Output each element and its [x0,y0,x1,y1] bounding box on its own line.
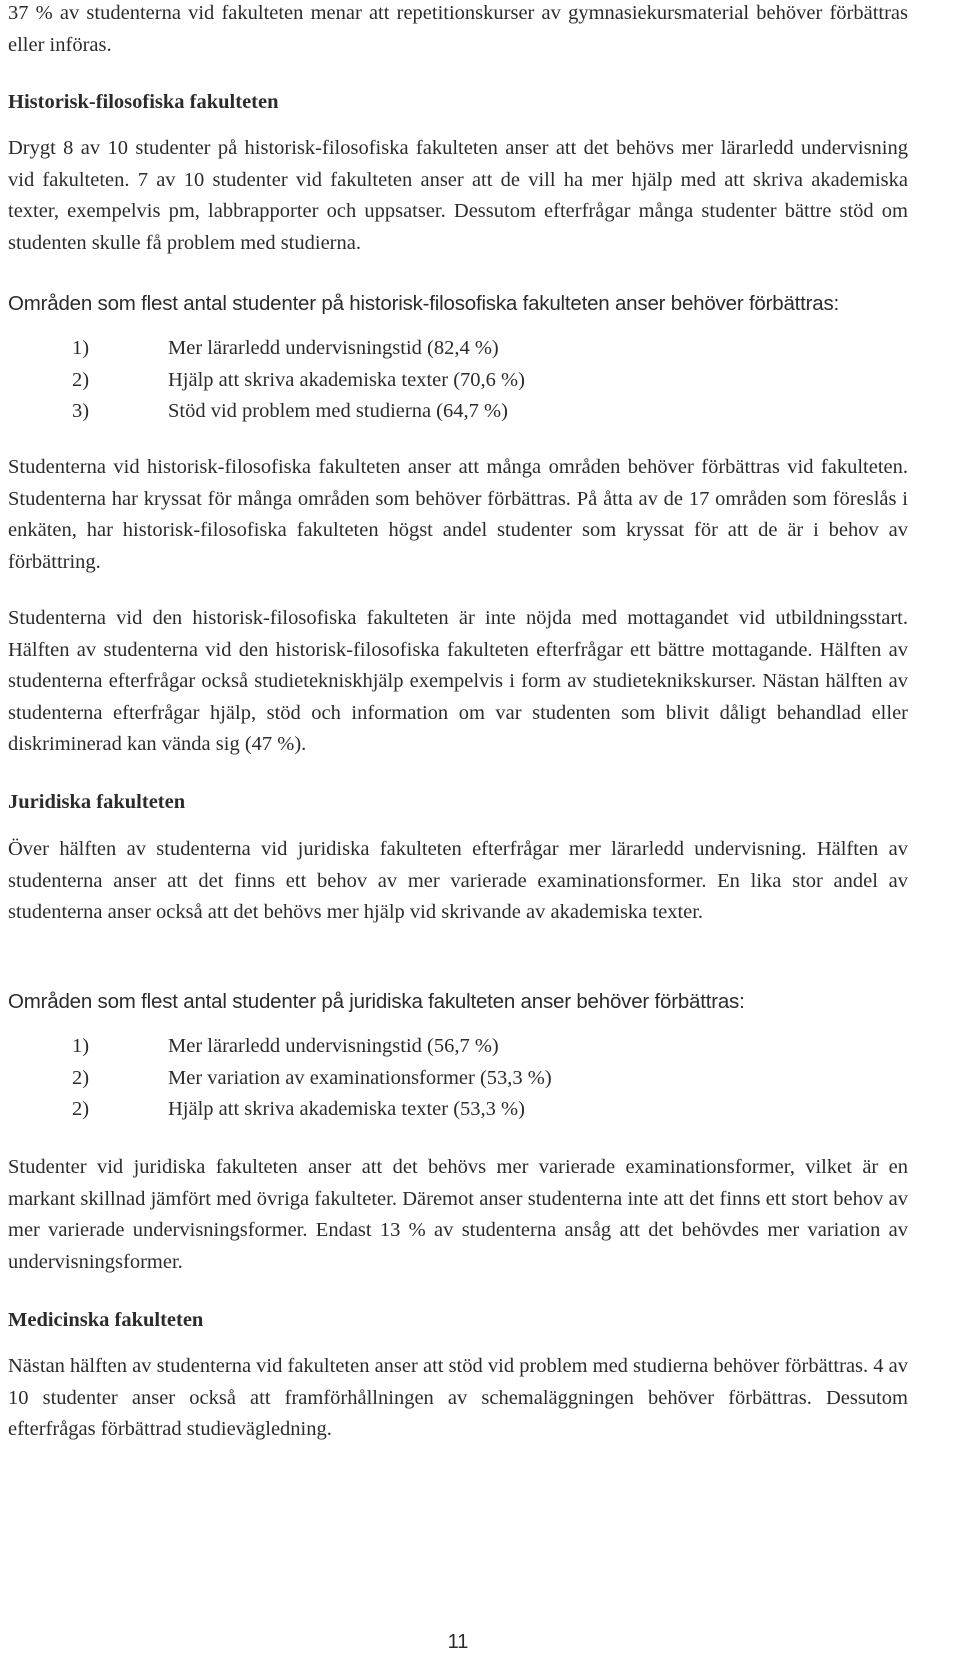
list-item [8,1063,908,1095]
list-item-text: Mer lärarledd undervisningstid (82,4 %) [168,337,499,359]
hf-areas-list [8,333,908,428]
med-paragraph-1: Nästan hälften av studenterna vid fakulteten anser att stöd vid problem med studierna behöver förbättras. 4 av 10 studenter anser också att framförhållningen av schemaläggningen behöver förbättras. Dessutom efterfrågas förbättrad studievägledning. [8,1355,908,1440]
list-item-text: Mer variation av examinationsformer (53,3 %) [168,1066,552,1089]
med-heading: Medicinska fakulteten [8,1309,204,1331]
jur-areas-heading: Områden som flest antal studenter på juridiska fakulteten anser behöver förbättras: [8,990,745,1013]
list-item [8,1031,908,1063]
hf-heading: Historisk-filosofiska fakulteten [8,91,279,113]
intro-paragraph: 37 % av studenterna vid fakulteten menar att repetitionskurser av gymnasiekursmaterial behöver förbättras eller införas. [8,2,908,56]
list-item-number: 1) [72,337,90,359]
list-item-number: 2) [72,1098,90,1120]
list-item-text: Hjälp att skriva akademiska texter (70,6 %) [168,368,525,391]
list-item [8,365,908,397]
document-page [8,0,948,1670]
jur-areas-list [8,1031,908,1126]
list-item-text: Stöd vid problem med studierna (64,7 %) [168,400,508,422]
hf-paragraph-3: Studenterna vid den historisk-filosofiska fakulteten är inte nöjda med mottagandet vid utbildningsstart. Hälften av studenterna vid den historisk-filosofiska fakulteten efterfrågar ett bättre mottagande. Hälften av studenterna efterfrågar också studietekniskhjälp exempelvis i form av studieteknikskurser. Nästan hälften av studenterna efterfrågar hjälp, stöd och information om var studenten som blivit dåligt behandlad eller diskriminerad kan vända sig (47 %). [8,607,908,755]
list-item [8,1094,908,1126]
list-item [8,396,908,428]
jur-paragraph-2: Studenter vid juridiska fakulteten anser att det behövs mer varierade examinationsformer, vilket är en markant skillnad jämfört med övriga fakulteter. Däremot anser studenterna inte att det finns ett stort behov av mer varierade undervisningsformer. Endast 13 % av studenterna ansåg att det behövdes mer variation av undervisningsformer. [8,1156,908,1273]
list-item-number: 3) [72,400,90,422]
list-item-number: 1) [72,1035,90,1057]
list-item-text: Mer lärarledd undervisningstid (56,7 %) [168,1035,499,1057]
list-item [8,333,908,365]
page-number: 11 [447,1631,469,1653]
hf-paragraph-2: Studenterna vid historisk-filosofiska fakulteten anser att många områden behöver förbättras vid fakulteten. Studenterna har kryssat för många områden som behöver förbättras. På åtta av de 17 områden som föreslås i enkäten, har historisk-filosofiska fakulteten högst andel studenter som kryssat för att de är i behov av förbättring. [8,456,908,573]
list-item-text: Hjälp att skriva akademiska texter (53,3 %) [168,1098,525,1120]
list-item-number: 2) [72,1066,90,1089]
list-item-number: 2) [72,368,90,391]
hf-areas-heading: Områden som flest antal studenter på historisk-filosofiska fakulteten anser behöver förbättras: [8,292,840,315]
hf-paragraph-1: Drygt 8 av 10 studenter på historisk-filosofiska fakulteten anser att det behövs mer lärarledd undervisning vid fakulteten. 7 av 10 studenter vid fakulteten anser att de vill ha mer hjälp med att skriva akademiska texter, exempelvis pm, labbrapporter och uppsatser. Dessutom efterfrågar många studenter bättre stöd om studenten skulle få problem med studierna. [8,137,908,254]
jur-heading: Juridiska fakulteten [8,791,186,813]
jur-paragraph-1: Över hälften av studenterna vid juridiska fakulteten efterfrågar mer lärarledd undervisning. Hälften av studenterna anser att det finns ett behov av mer varierade examinationsformer. En lika stor andel av studenterna anser också att det behövs mer hjälp vid skrivande av akademiska texter. [8,838,908,923]
